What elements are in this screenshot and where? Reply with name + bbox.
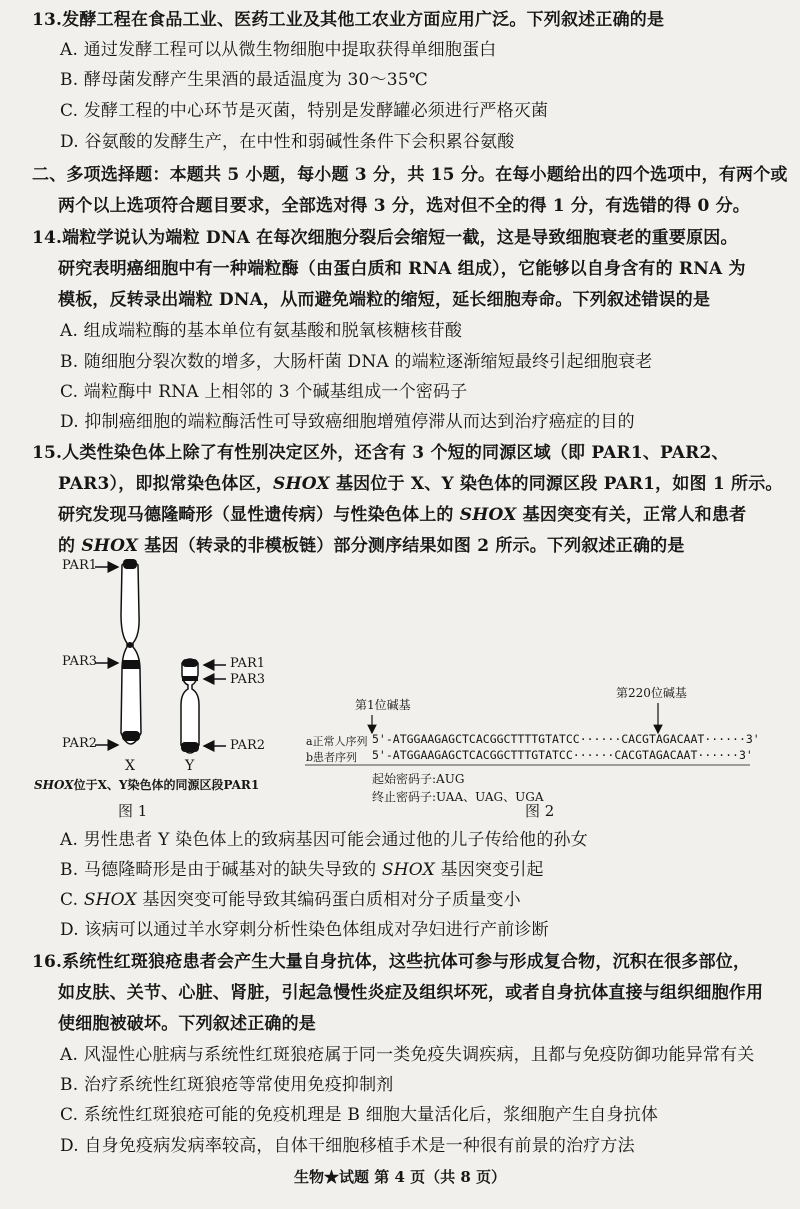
fig1-label: 图 1: [118, 802, 148, 820]
section2-heading-line1: 二、多项选择题：本题共 5 小题，每小题 3 分，共 15 分。在每小题给出的四个选项中，有两个或: [32, 165, 788, 185]
q16-option-b: B. 治疗系统性红斑狼疮等常使用免疫抑制剂: [60, 1075, 394, 1095]
fig1-par2-x-label: PAR2: [62, 736, 98, 751]
q16-stem-line1: 16.系统性红斑狼疮患者会产生大量自身抗体，这些抗体可参与形成复合物，沉积在很多部位，: [32, 952, 751, 972]
fig1-y-label: Y: [185, 758, 195, 774]
q14-option-c: C. 端粒酶中 RNA 上相邻的 3 个碱基组成一个密码子: [60, 382, 468, 402]
shox-gene-term: SHOX: [381, 860, 435, 880]
fig1-caption-gene: SHOX: [34, 778, 74, 792]
shox-gene-term: SHOX: [273, 474, 330, 494]
fig2-stop-codon: 终止密码子:UAA、UAG、UGA: [372, 790, 544, 804]
y-par1-region: [182, 659, 198, 667]
q14-stem-line1: 14.端粒学说认为端粒 DNA 在每次细胞分裂后会缩短一截，这是导致细胞衰老的重要原因。: [32, 228, 738, 248]
x-par1-region: [123, 559, 137, 569]
q16-option-a: A. 风湿性心脏病与系统性红斑狼疮属于同一类免疫失调疾病，且都与免疫防御功能异常有关: [60, 1045, 755, 1065]
x-par2-region: [122, 731, 140, 741]
fig2-start-codon: 起始密码子:AUG: [372, 772, 465, 786]
q15-option-b: [60, 858, 778, 882]
q16-option-d: D. 自身免疫病发病率较高，自体干细胞移植手术是一种很有前景的治疗方法: [60, 1136, 635, 1156]
q13-option-a: A. 通过发酵工程可以从微生物细胞中提取获得单细胞蛋白: [60, 40, 497, 60]
q15-stem-line3: [58, 503, 778, 527]
x-chromosome: [121, 559, 141, 744]
q13-stem: 13.发酵工程在食品工业、医药工业及其他工农业方面应用广泛。下列叙述正确的是: [32, 10, 665, 30]
fig2-normal-label: a正常人序列: [306, 735, 368, 748]
fig1-par2-y-label: PAR2: [230, 738, 266, 753]
fig1-caption-rest: 位于X、Y染色体的同源区段PAR1: [73, 778, 260, 792]
y-chromosome: [181, 659, 199, 753]
q15-stem-line1: 15.人类性染色体上除了有性别决定区外，还含有 3 个短的同源区域（即 PAR1、PAR2、: [32, 443, 729, 463]
q15-stem2-a: PAR3），即拟常染色体区，: [58, 474, 273, 494]
q15-option-c-text2: 基因突变可能导致其编码蛋白质相对分子质量变小: [136, 890, 521, 910]
shox-gene-term: SHOX: [83, 890, 137, 910]
q15-stem3-a: 研究发现马德隆畸形（显性遗传病）与性染色体上的: [58, 505, 460, 525]
shox-gene-term: SHOX: [81, 536, 139, 556]
q14-stem-line3: 模板，反转录出端粒 DNA，从而避免端粒的缩短，延长细胞寿命。下列叙述错误的是: [58, 290, 711, 310]
fig2-base1-label: 第1位碱基: [355, 698, 411, 712]
fig2-label: 图 2: [525, 802, 555, 820]
q15-stem3-b: 基因突变有关，正常人和患者: [516, 505, 747, 525]
q15-option-b-text1: B. 马德隆畸形是由于碱基对的缺失导致的: [60, 860, 382, 880]
q15-stem2-b: 基因位于 X、Y 染色体的同源区段 PAR1，如图 1 所示。: [329, 474, 783, 494]
fig2-normal-seq: 5'-ATGGAAGAGCTCACGGCTTTTGTATCC······CACGTAGACAAT······3': [372, 732, 760, 746]
fig2-patient-seq: 5'-ATGGAAGAGCTCACGGCTTTGTATCC······CACGTAGACAAT······3': [372, 748, 753, 762]
q15-stem4-a: 的: [58, 536, 82, 556]
q13-option-d: D. 谷氨酸的发酵生产，在中性和弱碱性条件下会积累谷氨酸: [60, 132, 515, 152]
fig1-par3-y-label: PAR3: [230, 672, 266, 687]
fig2-base220-label: 第220位碱基: [616, 686, 687, 700]
q15-stem4-b: 基因（转录的非模板链）部分测序结果如图 2 所示。下列叙述正确的是: [138, 536, 685, 556]
q16-option-c: C. 系统性红斑狼疮可能的免疫机理是 B 细胞大量活化后，浆细胞产生自身抗体: [60, 1105, 659, 1125]
q14-option-d: D. 抑制癌细胞的端粒酶活性可导致癌细胞增殖停滞从而达到治疗癌症的目的: [60, 412, 635, 432]
q16-stem-line3: 使细胞被破坏。下列叙述正确的是: [58, 1014, 316, 1034]
q14-option-a: A. 组成端粒酶的基本单位有氨基酸和脱氧核糖核苷酸: [60, 321, 463, 341]
fig1-par1-x-label: PAR1: [62, 558, 98, 573]
fig1-par1-y-label: PAR1: [230, 656, 266, 671]
page-footer: 生物★试题 第 4 页（共 8 页）: [294, 1168, 506, 1186]
fig1-x-label: X: [125, 758, 135, 774]
fig1-par3-x-label: PAR3: [62, 654, 98, 669]
q13-option-b: B. 酵母菌发酵产生果酒的最适温度为 30～35℃: [60, 70, 428, 90]
q15-option-c-text1: C.: [60, 890, 84, 910]
q15-option-b-text2: 基因突变引起: [434, 860, 544, 880]
y-par3-region: [182, 676, 198, 681]
x-par3-region: [122, 660, 140, 669]
fig2-patient-label: b患者序列: [306, 751, 358, 764]
q13-option-c: C. 发酵工程的中心环节是灭菌，特别是发酵罐必须进行严格灭菌: [60, 101, 549, 121]
q14-stem-line2: 研究表明癌细胞中有一种端粒酶（由蛋白质和 RNA 组成），它能够以自身含有的 RNA 为: [58, 259, 746, 279]
fig1-caption: [34, 776, 259, 793]
q15-stem-line2: [58, 472, 783, 496]
q14-option-b: B. 随细胞分裂次数的增多，大肠杆菌 DNA 的端粒逐渐缩短最终引起细胞衰老: [60, 352, 653, 372]
y-par2-region: [181, 742, 199, 752]
q16-stem-line2: 如皮肤、关节、心脏、肾脏，引起急慢性炎症及组织坏死，或者自身抗体直接与组织细胞作用: [58, 983, 764, 1003]
q15-option-d: D. 该病可以通过羊水穿刺分析性染色体组成对孕妇进行产前诊断: [60, 920, 549, 940]
section2-heading-line2: 两个以上选项符合题目要求，全部选对得 3 分，选对但不全的得 1 分，有选错的得 0 分。: [58, 196, 750, 216]
q15-option-a: A. 男性患者 Y 染色体上的致病基因可能会通过他的儿子传给他的孙女: [60, 830, 588, 850]
shox-gene-term: SHOX: [459, 505, 517, 525]
q15-option-c: [60, 888, 778, 912]
